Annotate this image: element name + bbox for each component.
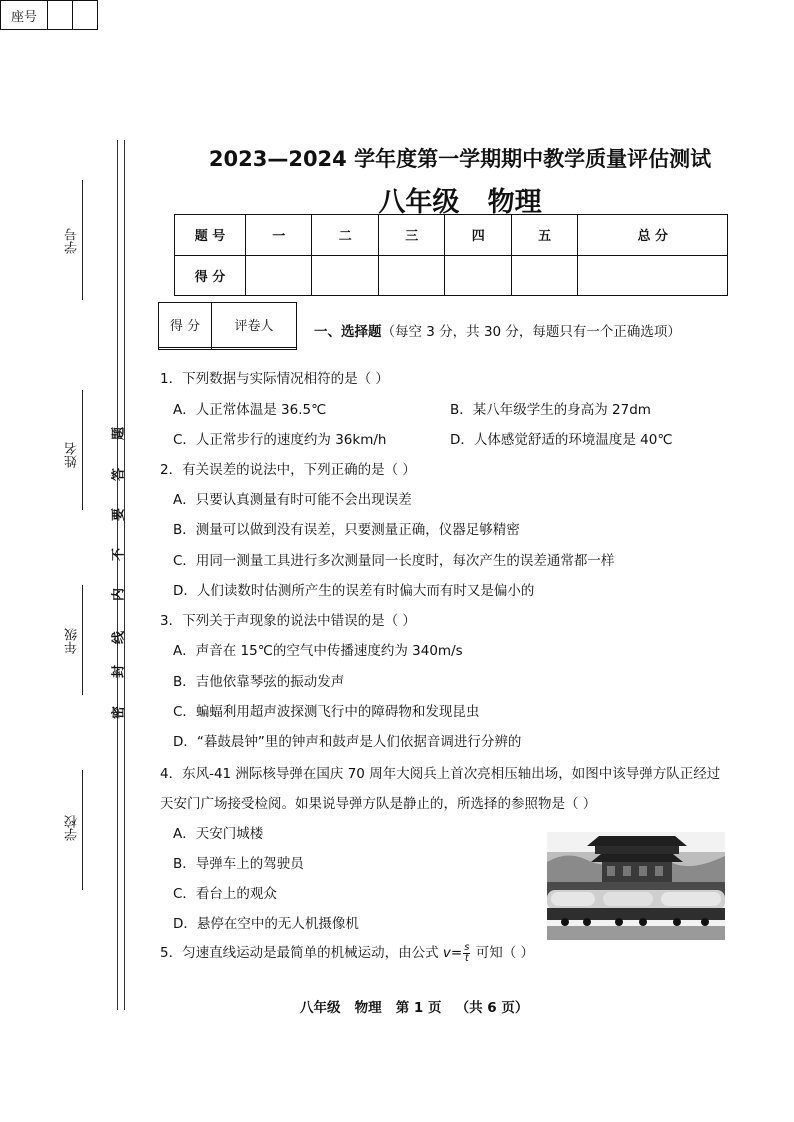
formula-numerator: s [464,941,470,953]
question-2-option-a[interactable]: A．只要认真测量有时可能不会出现误差 [173,492,412,508]
score-table-cell: 得 分 [175,255,246,296]
score-entry-cell[interactable] [511,255,577,296]
score-table-cell: 三 [378,215,444,256]
question-5-stem [160,941,534,964]
question-5-text-pre: 5．匀速直线运动是最简单的机械运动，由公式 [160,945,443,961]
grader-score-label: 得 分 [159,303,212,348]
score-table-score-row [175,255,728,296]
binding-line [117,140,118,1010]
question-1-option-a[interactable]: A．人正常体温是 36.5℃ [173,402,327,418]
seal-char: 题 [111,427,127,441]
section-heading [314,320,681,340]
grader-label: 评卷人 [212,303,297,348]
seal-char: 要 [111,508,127,522]
question-4-option-a[interactable]: A．天安门城楼 [173,826,264,842]
question-3-option-a[interactable]: A．声音在 15℃的空气中传播速度约为 340m/s [173,643,463,659]
question-3-option-c[interactable]: C．蝙蝠利用超声波探测飞行中的障碍物和发现昆虫 [173,704,480,720]
question-2-option-c[interactable]: C．用同一测量工具进行多次测量同一长度时，每次产生的误差通常都一样 [173,553,615,569]
score-table-cell: 一 [246,215,312,256]
student-name-label: 姓名 [65,442,80,468]
question-2-stem: 2．有关误差的说法中，下列正确的是（ ） [160,462,416,478]
question-5-text-post: 可知（ ） [471,945,535,961]
question-3-option-d[interactable]: D．“暮鼓晨钟”里的钟声和鼓声是人们依据音调进行分辨的 [173,734,522,750]
question-1-stem: 1．下列数据与实际情况相符的是（ ） [160,371,389,387]
score-table-header-row [175,215,728,256]
seal-char: 内 [111,588,127,602]
question-4-stem-line2: 天安门广场接受检阅。如果说导弹方队是静止的，所选择的参照物是（ ） [160,796,597,812]
score-entry-cell[interactable] [445,255,511,296]
exam-title: 2023—2024 学年度第一学期期中教学质量评估测试 [208,147,712,171]
formula-v: v [442,945,451,961]
seal-char: 不 [111,548,127,562]
section-note: （每空 3 分，共 30 分，每题只有一个正确选项） [381,324,681,340]
score-entry-cell[interactable] [246,255,312,296]
formula-denominator: t [464,952,469,964]
student-id-blank[interactable] [82,180,83,300]
grader-name-cell[interactable] [212,347,297,349]
seal-char: 密 [111,706,127,720]
seat-number-label: 座号 [1,1,48,29]
score-entry-cell[interactable] [312,255,378,296]
seal-char: 线 [111,631,127,645]
seat-number-cell[interactable] [48,1,73,29]
seat-number-cell[interactable] [73,1,97,29]
question-2-option-d[interactable]: D．人们读数时估测所产生的误差有时偏大而有时又是偏小的 [173,583,535,599]
page-footer: 八年级 物理 第 1 页 （共 6 页） [300,1000,529,1016]
score-table-cell: 五 [511,215,577,256]
question-4-option-b[interactable]: B．导弹车上的驾驶员 [173,856,304,872]
grade-label: 年级 [65,628,80,654]
seal-char: 封 [111,665,127,679]
score-table-cell: 二 [312,215,378,256]
tiananmen-parade-photo [547,832,725,940]
student-id-label: 学号 [65,228,80,254]
question-4-option-d[interactable]: D．悬停在空中的无人机摄像机 [173,916,359,932]
question-4-option-c[interactable]: C．看台上的观众 [173,886,277,902]
question-1-option-b[interactable]: B．某八年级学生的身高为 27dm [450,402,651,418]
score-entry-cell[interactable] [378,255,444,296]
score-table-cell: 四 [445,215,511,256]
seal-char: 答 [111,468,127,482]
school-blank[interactable] [82,770,83,890]
student-name-blank[interactable] [82,390,83,510]
question-2-option-b[interactable]: B．测量可以做到没有误差，只要测量正确，仪器足够精密 [173,522,520,538]
score-table-cell: 总 分 [578,215,728,256]
formula-equals: = [450,945,463,961]
question-3-stem: 3．下列关于声现象的说法中错误的是（ ） [160,613,416,629]
school-label: 学校 [65,815,80,841]
question-1-option-d[interactable]: D．人体感觉舒适的环境温度是 40℃ [450,432,673,448]
grader-table [158,302,297,350]
question-1-option-c[interactable]: C．人正常步行的速度约为 36km/h [173,432,387,448]
score-table [174,214,728,296]
exam-subject: 八年级 物理 [378,187,542,218]
score-table-cell: 题 号 [175,215,246,256]
seat-number-box [0,0,98,30]
formula-fraction [463,943,470,964]
question-4-stem-line1: 4．东风-41 洲际核导弹在国庆 70 周年大阅兵上首次亮相压轴出场，如图中该导弹方队正经过 [160,766,721,782]
section-title: 一、选择题 [314,324,382,340]
question-3-option-b[interactable]: B．吉他依靠琴弦的振动发声 [173,674,345,690]
grade-blank[interactable] [82,585,83,695]
grader-score-cell[interactable] [159,347,212,349]
score-entry-cell[interactable] [578,255,728,296]
binding-line [124,140,125,1010]
